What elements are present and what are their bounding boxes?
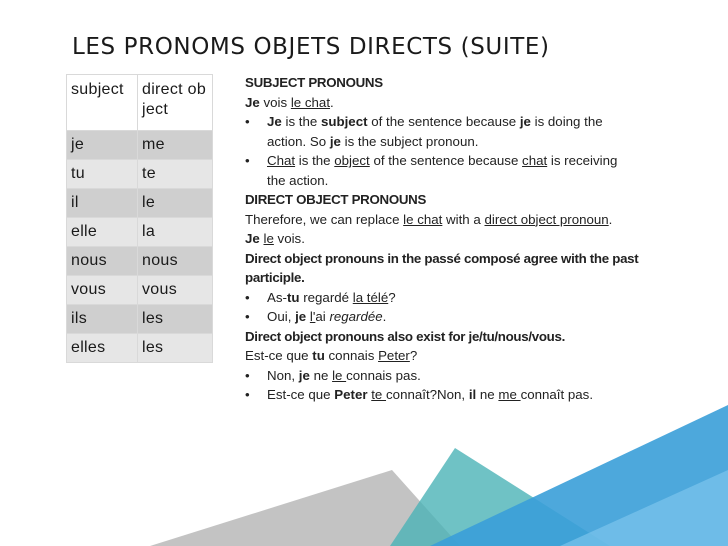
underlined-word: le	[332, 367, 347, 383]
underlined-word: te	[371, 387, 387, 402]
bullet-glyph: •	[245, 114, 250, 129]
text-fragment: vois	[259, 94, 291, 110]
bullet-glyph: •	[245, 387, 250, 402]
italic-word: regardée	[329, 309, 383, 324]
text-fragment: As-	[267, 289, 287, 305]
text-fragment: of the sentence because	[367, 114, 520, 129]
header-subject: subject	[67, 75, 138, 131]
text-fragment: is the	[281, 114, 321, 129]
text-fragment: regardé	[299, 289, 353, 305]
object-cell: le	[138, 189, 213, 218]
text-fragment: Oui,	[267, 309, 296, 324]
header-direct-object: direct object	[138, 75, 213, 131]
subject-cell: je	[67, 131, 138, 160]
subject-cell: il	[67, 189, 138, 218]
heading-passe-compose-cont: participle.	[245, 270, 305, 285]
bullet-continuation: the action.	[267, 172, 329, 188]
underlined-word: l'	[309, 309, 316, 324]
underlined-word: chat	[522, 153, 548, 168]
underlined-word: le chat	[403, 211, 443, 227]
subject-cell: nous	[67, 247, 138, 276]
text-fragment: is doing the	[530, 114, 603, 129]
page-title: LES PRONOMS OBJETS DIRECTS (SUITE)	[72, 34, 550, 60]
text-fragment: .	[608, 211, 613, 227]
object-cell: te	[138, 160, 213, 189]
pronoun-word: tu	[312, 348, 325, 363]
subject-cell: elle	[67, 218, 138, 247]
text-fragment: is receiving	[547, 153, 618, 168]
text-fragment: is the	[295, 153, 335, 168]
underlined-word: la télé	[352, 289, 389, 305]
text-fragment: is the subject pronoun.	[340, 133, 479, 149]
pronoun-word: je	[519, 114, 531, 129]
text-fragment: Non,	[267, 367, 299, 383]
text-fragment: action. So	[267, 133, 330, 149]
object-cell: vous	[138, 276, 213, 305]
underlined-word: me	[498, 387, 521, 402]
text-fragment: Est-ce que	[245, 348, 313, 363]
text-fragment: of the sentence because	[369, 153, 523, 168]
pronoun-word: tu	[286, 289, 300, 305]
text-fragment: connais	[324, 348, 379, 363]
heading-subject-pronouns: SUBJECT PRONOUNS	[245, 75, 383, 90]
bullet-glyph: •	[245, 153, 250, 168]
underlined-word: le chat	[290, 94, 331, 110]
text-fragment: connaît?Non,	[386, 387, 469, 402]
text-fragment: ai	[315, 309, 330, 324]
pronoun-word: je	[329, 133, 341, 149]
text-fragment: ne	[476, 387, 499, 402]
pronoun-word: Je	[267, 114, 282, 129]
heading-je-tu-nous-vous: Direct object pronouns also exist for je/tu/nous/vous.	[245, 328, 565, 344]
underlined-word: object	[334, 153, 370, 168]
text-fragment: ?	[409, 348, 418, 363]
subject-cell: vous	[67, 276, 138, 305]
pronoun-word: Je	[245, 94, 260, 110]
heading-direct-object-pronouns: DIRECT OBJECT PRONOUNS	[245, 192, 427, 207]
text-fragment: connaît pas.	[520, 387, 594, 402]
bold-word: Peter	[334, 387, 368, 402]
underlined-word: Chat	[267, 153, 296, 168]
text-fragment: .	[330, 94, 334, 110]
text-fragment: vois.	[273, 231, 305, 246]
text-fragment: ne	[309, 367, 333, 383]
bullet-glyph: •	[245, 309, 250, 324]
underlined-word: Peter	[378, 348, 410, 363]
bullet-glyph: •	[245, 289, 250, 305]
underlined-word: direct object pronoun	[484, 211, 609, 227]
pronoun-word: je	[298, 367, 310, 383]
text-fragment: Est-ce que	[267, 387, 335, 402]
text-fragment: .	[382, 309, 387, 324]
object-cell: me	[138, 131, 213, 160]
pronoun-word: Je	[245, 231, 260, 246]
bullet-glyph: •	[245, 367, 250, 383]
heading-passe-compose: Direct object pronouns in the passé composé agree with the past	[245, 250, 639, 266]
text-fragment: with a	[442, 211, 485, 227]
object-cell: la	[138, 218, 213, 247]
pronoun-word: il	[468, 387, 477, 402]
subject-cell: elles	[67, 334, 138, 363]
bold-word: subject	[320, 114, 368, 129]
object-cell: les	[138, 334, 213, 363]
subject-cell: ils	[67, 305, 138, 334]
text-fragment: connais pas.	[346, 367, 421, 383]
object-cell: nous	[138, 247, 213, 276]
object-cell: les	[138, 305, 213, 334]
text-fragment: ?	[388, 289, 396, 305]
pronoun-word: je	[295, 309, 307, 324]
subject-cell: tu	[67, 160, 138, 189]
text-fragment: Therefore, we can replace	[245, 211, 404, 227]
underlined-word: le	[263, 231, 274, 246]
